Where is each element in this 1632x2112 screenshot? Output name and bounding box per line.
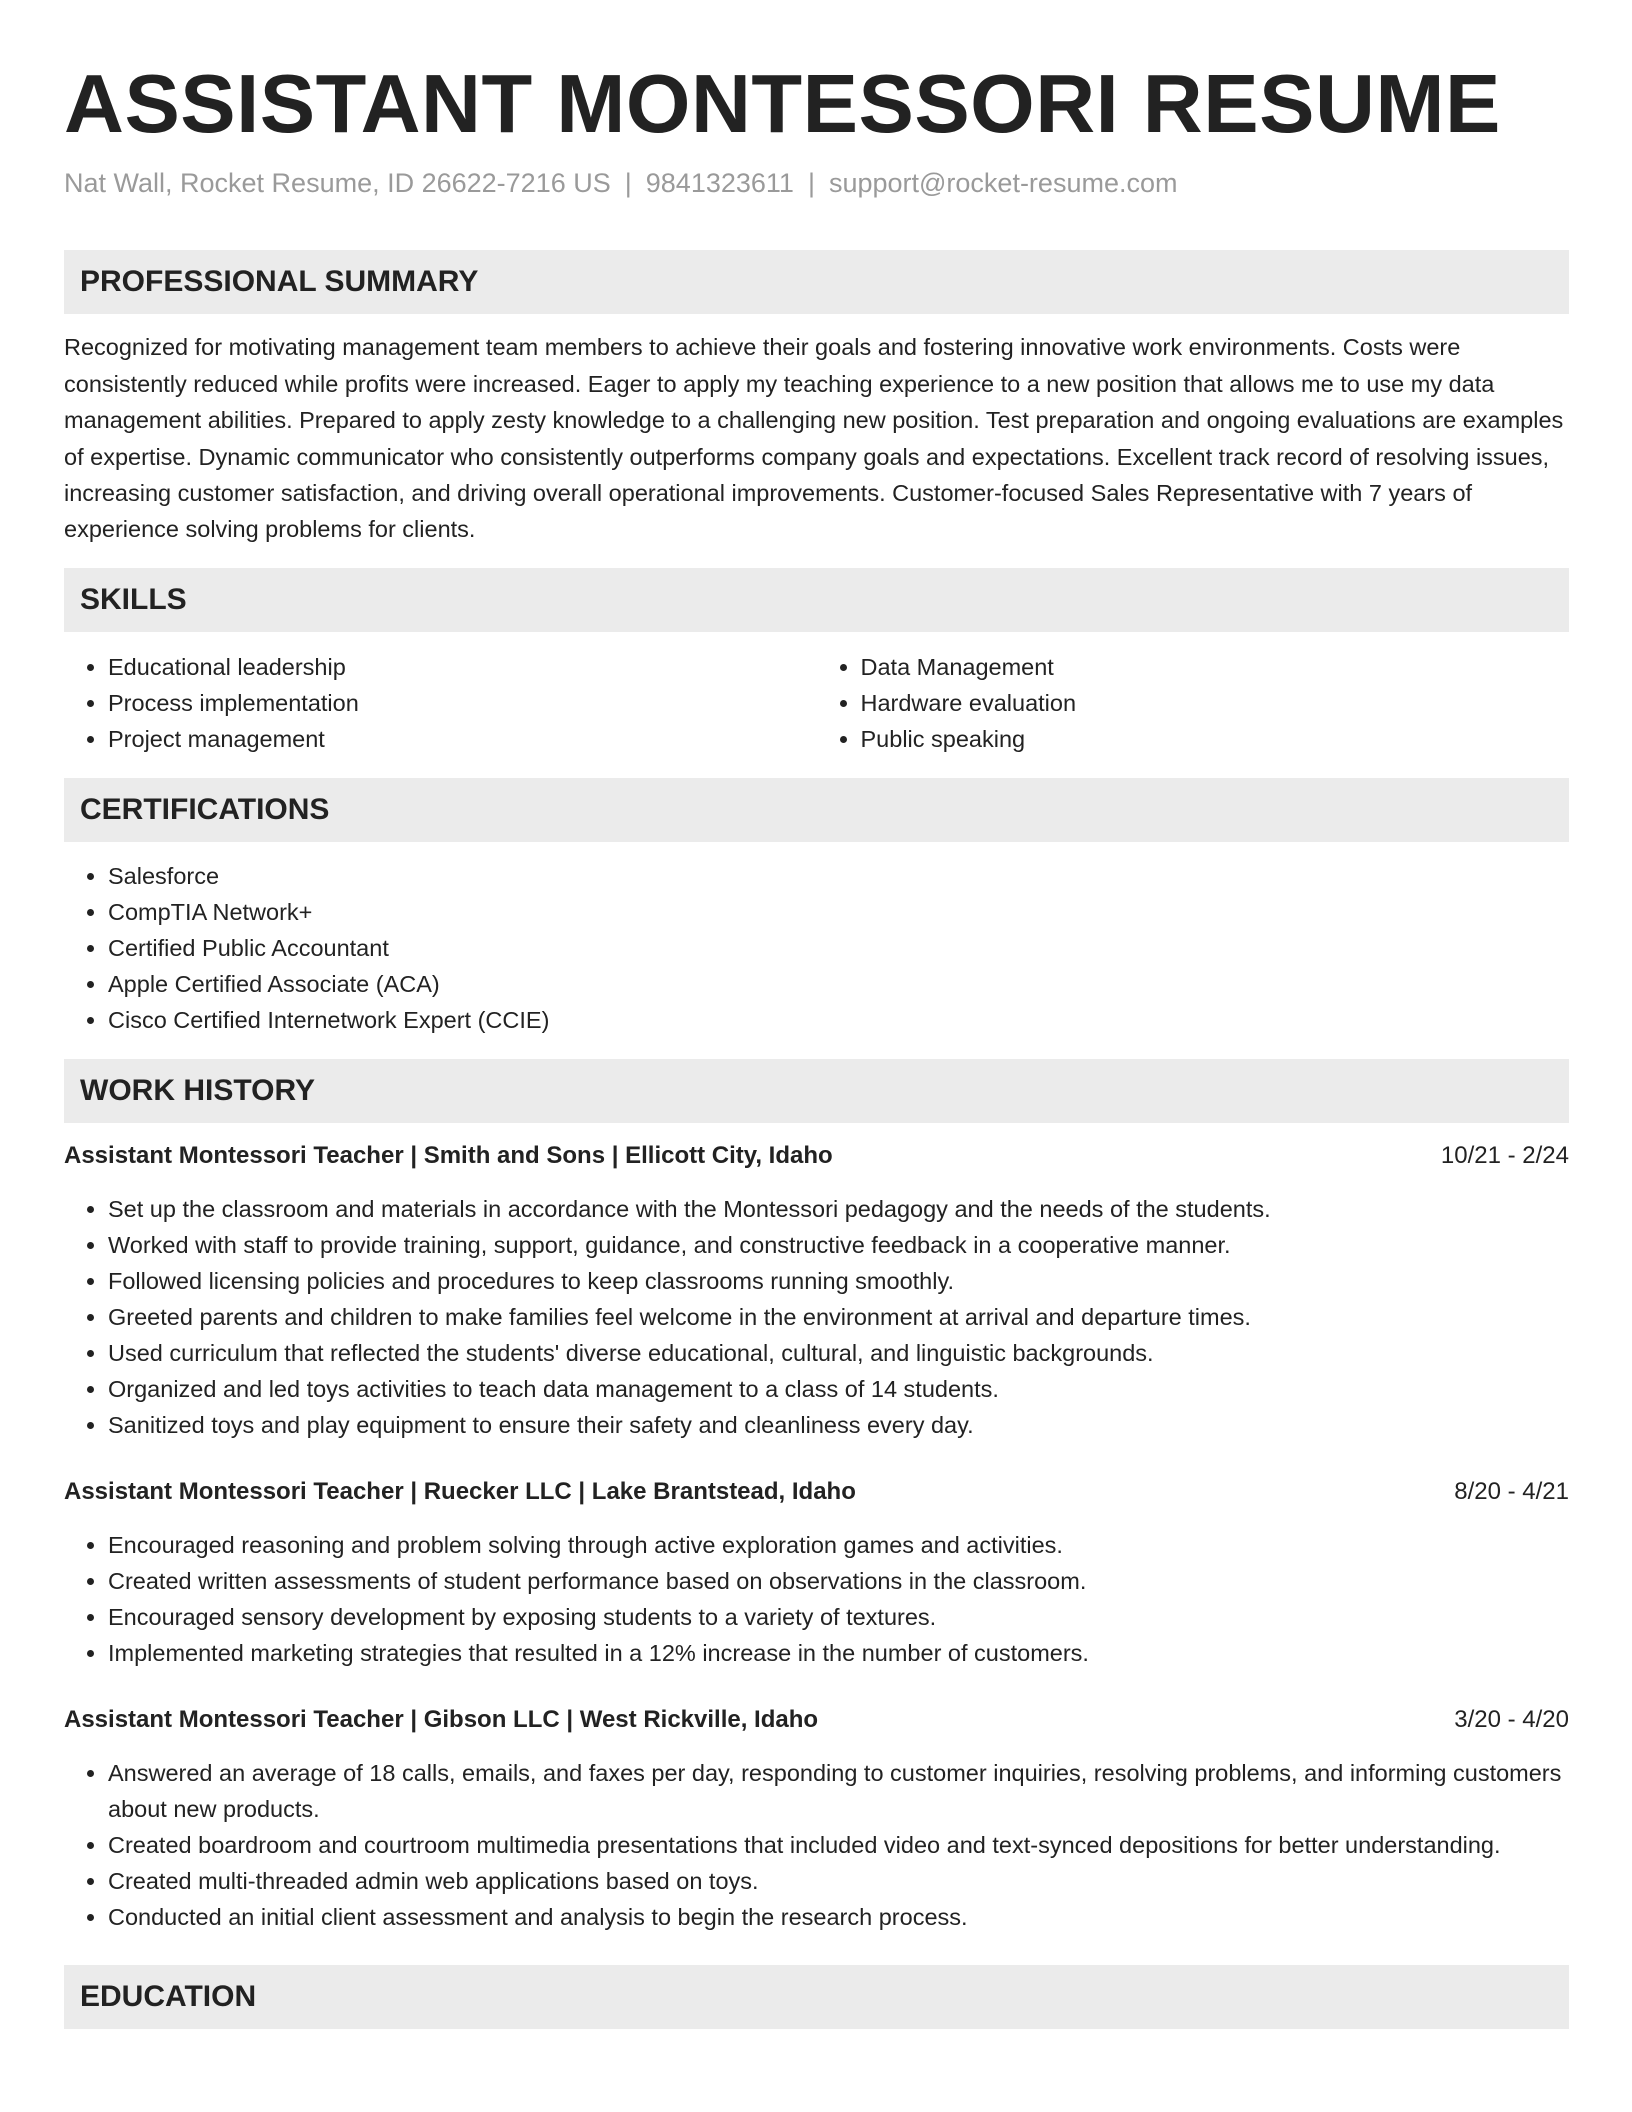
contact-email: support@rocket-resume.com — [828, 168, 1178, 198]
certification-item: • Certified Public Accountant — [108, 930, 1569, 966]
job-title: Assistant Montessori Teacher | Gibson LLC | West Rickville, Idaho — [64, 1705, 819, 1733]
contact-phone: 9841323611 — [645, 168, 794, 198]
certification-item: • Cisco Certified Internetwork Expert (CCIE) — [108, 1002, 1569, 1038]
skill-item: • Data Management — [861, 649, 1570, 685]
certifications-list — [64, 858, 1569, 1038]
job-bullet: • Worked with staff to provide training, support, guidance, and constructive feedback in a cooperative manner. — [108, 1227, 1569, 1263]
job-header — [64, 1705, 1569, 1735]
summary-text: Recognized for motivating management team members to achieve their goals and fostering innovative work environments. Costs were consistently reduced while profits were increased. Eager to apply my teaching experience to a new position that allows me to use my data management abilities. Prepared to apply zesty knowledge to a challenging new position. Test preparation and ongoing evaluations are examples of expertise. Dynamic communicator who consistently outperforms company goals and expectations. Excellent track record of resolving issues, increasing customer satisfaction, and driving overall operational improvements. Customer-focused Sales Representative with 7 years of experience solving problems for clients. — [64, 334, 1564, 543]
skills-column-left — [64, 649, 817, 757]
resume-title: ASSISTANT MONTESSORI RESUME — [64, 57, 1501, 150]
summary-heading: PROFESSIONAL SUMMARY — [64, 250, 1569, 314]
contact-line — [64, 167, 1569, 199]
job-bullets — [64, 1755, 1569, 1935]
job-entry — [64, 1141, 1569, 1443]
job-dates: 8/20 - 4/21 — [1454, 1477, 1569, 1505]
education-heading: EDUCATION — [64, 1965, 1569, 2029]
job-bullet: • Created written assessments of student performance based on observations in the classroom. — [108, 1563, 1569, 1599]
job-bullet: • Encouraged reasoning and problem solving through active exploration games and activities. — [108, 1527, 1569, 1563]
job-bullets — [64, 1527, 1569, 1671]
skill-item: • Project management — [108, 721, 817, 757]
job-dates: 3/20 - 4/20 — [1454, 1705, 1569, 1733]
job-bullet: • Organized and led toys activities to teach data management to a class of 14 students. — [108, 1371, 1569, 1407]
job-header — [64, 1141, 1569, 1171]
skill-item: • Process implementation — [108, 685, 817, 721]
certification-item: • CompTIA Network+ — [108, 894, 1569, 930]
job-bullet: • Encouraged sensory development by exposing students to a variety of textures. — [108, 1599, 1569, 1635]
job-bullet: • Created boardroom and courtroom multimedia presentations that included video and text-synced depositions for better understanding. — [108, 1827, 1569, 1863]
certification-item: • Apple Certified Associate (ACA) — [108, 966, 1569, 1002]
job-bullet: • Answered an average of 18 calls, emails, and faxes per day, responding to customer inquiries, resolving problems, and informing customers about new products. — [108, 1755, 1569, 1827]
job-bullet: • Created multi-threaded admin web applications based on toys. — [108, 1863, 1569, 1899]
skill-item: • Educational leadership — [108, 649, 817, 685]
work-history-heading: WORK HISTORY — [64, 1059, 1569, 1123]
job-bullet: • Followed licensing policies and procedures to keep classrooms running smoothly. — [108, 1263, 1569, 1299]
skill-item: • Public speaking — [861, 721, 1570, 757]
contact-separator: | — [807, 168, 815, 198]
job-entry — [64, 1705, 1569, 1935]
skill-item: • Hardware evaluation — [861, 685, 1570, 721]
contact-address: Nat Wall, Rocket Resume, ID 26622-7216 US — [64, 168, 611, 198]
job-bullet: • Set up the classroom and materials in accordance with the Montessori pedagogy and the needs of the students. — [108, 1191, 1569, 1227]
certifications-heading: CERTIFICATIONS — [64, 778, 1569, 842]
certification-item: • Salesforce — [108, 858, 1569, 894]
job-header — [64, 1477, 1569, 1507]
skills-list — [64, 649, 1569, 757]
job-bullet: • Conducted an initial client assessment and analysis to begin the research process. — [108, 1899, 1569, 1935]
job-bullet: • Greeted parents and children to make families feel welcome in the environment at arrival and departure times. — [108, 1299, 1569, 1335]
job-dates: 10/21 - 2/24 — [1440, 1141, 1569, 1169]
job-bullet: • Implemented marketing strategies that resulted in a 12% increase in the number of customers. — [108, 1635, 1569, 1671]
skills-heading: SKILLS — [64, 568, 1569, 632]
job-entry — [64, 1477, 1569, 1671]
job-bullets — [64, 1191, 1569, 1443]
skills-column-right — [817, 649, 1570, 757]
job-bullet: • Used curriculum that reflected the students' diverse educational, cultural, and linguistic backgrounds. — [108, 1335, 1569, 1371]
contact-separator: | — [624, 168, 632, 198]
job-title: Assistant Montessori Teacher | Smith and Sons | Ellicott City, Idaho — [64, 1141, 833, 1169]
job-bullet: • Sanitized toys and play equipment to ensure their safety and cleanliness every day. — [108, 1407, 1569, 1443]
job-title: Assistant Montessori Teacher | Ruecker LLC | Lake Brantstead, Idaho — [64, 1477, 856, 1505]
